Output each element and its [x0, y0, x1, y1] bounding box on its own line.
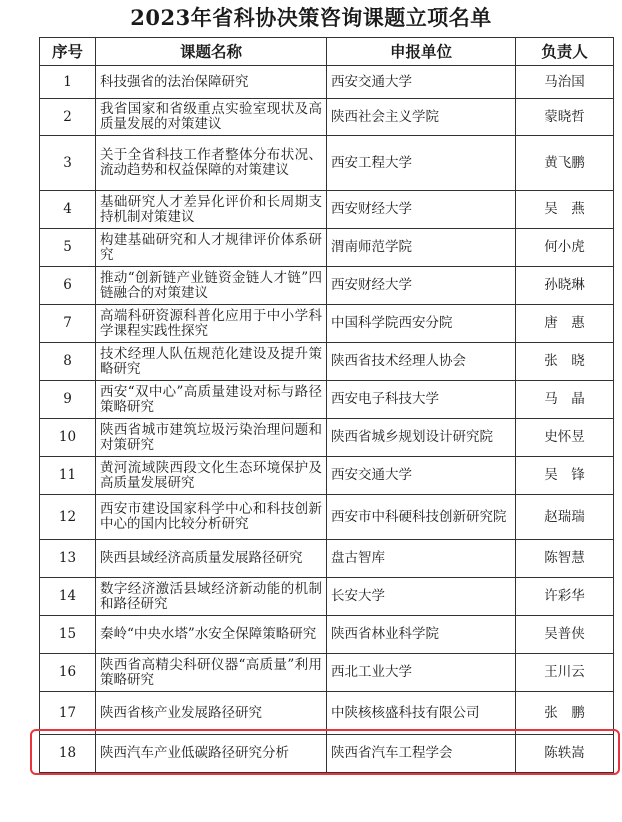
table-row	[40, 457, 614, 495]
row-lead: 马 晶	[516, 381, 614, 419]
row-topic: 西安市建设国家科学中心和科技创新中心的国内比较分析研究	[96, 495, 327, 540]
row-seq: 4	[40, 191, 96, 229]
row-lead: 马治国	[516, 66, 614, 99]
table-row	[40, 191, 614, 229]
table-row	[40, 495, 614, 540]
row-lead: 张 晓	[516, 343, 614, 381]
row-lead: 吴普侠	[516, 616, 614, 654]
row-topic: 科技强省的法治保障研究	[96, 66, 327, 99]
row-lead: 陈轶嵩	[516, 735, 614, 773]
row-unit: 陕西省汽车工程学会	[327, 735, 516, 773]
table-row	[40, 136, 614, 191]
row-unit: 陕西省林业科学院	[327, 616, 516, 654]
row-topic: 技术经理人队伍规范化建设及提升策略研究	[96, 343, 327, 381]
row-unit: 陕西省城乡规划设计研究院	[327, 419, 516, 457]
row-lead: 陈智慧	[516, 540, 614, 578]
row-lead: 蒙晓哲	[516, 99, 614, 136]
row-unit: 西北工业大学	[327, 654, 516, 692]
header-lead: 负责人	[516, 38, 614, 66]
table-row	[40, 419, 614, 457]
table-row	[40, 540, 614, 578]
row-lead: 赵瑞瑞	[516, 495, 614, 540]
row-topic: 陕西省核产业发展路径研究	[96, 692, 327, 735]
row-seq: 1	[40, 66, 96, 99]
table-row	[40, 616, 614, 654]
row-unit: 西安财经大学	[327, 267, 516, 305]
row-unit: 西安交通大学	[327, 457, 516, 495]
row-unit: 盘古智库	[327, 540, 516, 578]
row-lead: 黄飞鹏	[516, 136, 614, 191]
row-topic: 陕西省城市建筑垃圾污染治理问题和对策研究	[96, 419, 327, 457]
row-seq: 16	[40, 654, 96, 692]
row-topic: 西安“双中心”高质量建设对标与路径策略研究	[96, 381, 327, 419]
row-topic: 陕西省高精尖科研仪器“高质量”利用策略研究	[96, 654, 327, 692]
row-seq: 7	[40, 305, 96, 343]
row-seq: 17	[40, 692, 96, 735]
row-topic: 我省国家和省级重点实验室现状及高质量发展的对策建议	[96, 99, 327, 136]
row-unit: 长安大学	[327, 578, 516, 616]
row-lead: 何小虎	[516, 229, 614, 267]
row-topic: 陕西县域经济高质量发展路径研究	[96, 540, 327, 578]
row-seq: 14	[40, 578, 96, 616]
row-seq: 11	[40, 457, 96, 495]
table-row	[40, 654, 614, 692]
row-unit: 陕西省技术经理人协会	[327, 343, 516, 381]
table-row	[40, 229, 614, 267]
row-lead: 吴 燕	[516, 191, 614, 229]
page-title: 2023年省科协决策咨询课题立项名单	[130, 5, 492, 30]
row-topic: 构建基础研究和人才规律评价体系研究	[96, 229, 327, 267]
row-unit: 西安市中科硬科技创新研究院	[327, 495, 516, 540]
table-row	[40, 267, 614, 305]
row-unit: 西安电子科技大学	[327, 381, 516, 419]
row-seq: 13	[40, 540, 96, 578]
row-seq: 8	[40, 343, 96, 381]
table-row	[40, 578, 614, 616]
row-seq: 18	[40, 735, 96, 773]
table-row	[40, 381, 614, 419]
row-seq: 15	[40, 616, 96, 654]
row-topic: 高端科研资源科普化应用于中小学科学课程实践性探究	[96, 305, 327, 343]
row-seq: 3	[40, 136, 96, 191]
header-unit: 申报单位	[327, 38, 516, 66]
table-header-row	[40, 38, 614, 66]
row-topic: 数字经济激活县域经济新动能的机制和路径研究	[96, 578, 327, 616]
row-topic: 关于全省科技工作者整体分布状况、流动趋势和权益保障的对策建议	[96, 136, 327, 191]
row-topic: 基础研究人才差异化评价和长周期支持机制对策建议	[96, 191, 327, 229]
row-lead: 许彩华	[516, 578, 614, 616]
project-table	[39, 37, 614, 773]
row-seq: 5	[40, 229, 96, 267]
row-lead: 张 鹏	[516, 692, 614, 735]
row-unit: 渭南师范学院	[327, 229, 516, 267]
row-seq: 6	[40, 267, 96, 305]
row-unit: 西安工程大学	[327, 136, 516, 191]
row-topic: 秦岭“中央水塔”水安全保障策略研究	[96, 616, 327, 654]
row-topic: 推动“创新链产业链资金链人才链”四链融合的对策建议	[96, 267, 327, 305]
row-lead: 吴 锋	[516, 457, 614, 495]
header-topic: 课题名称	[96, 38, 327, 66]
table-row	[40, 343, 614, 381]
table-body	[40, 66, 614, 773]
row-seq: 2	[40, 99, 96, 136]
row-unit: 西安交通大学	[327, 66, 516, 99]
highlight-box-row-17	[30, 729, 620, 775]
row-lead: 王川云	[516, 654, 614, 692]
header-seq: 序号	[40, 38, 96, 66]
row-unit: 中陕核核盛科技有限公司	[327, 692, 516, 735]
row-lead: 孙晓琳	[516, 267, 614, 305]
row-seq: 10	[40, 419, 96, 457]
table-row	[40, 99, 614, 136]
table-row	[40, 305, 614, 343]
row-topic: 黄河流域陕西段文化生态环境保护及高质量发展研究	[96, 457, 327, 495]
row-lead: 史怀昱	[516, 419, 614, 457]
row-seq: 12	[40, 495, 96, 540]
row-unit: 陕西社会主义学院	[327, 99, 516, 136]
row-topic: 陕西汽车产业低碳路径研究分析	[96, 735, 327, 773]
row-seq: 9	[40, 381, 96, 419]
row-lead: 唐 惠	[516, 305, 614, 343]
row-unit: 西安财经大学	[327, 191, 516, 229]
table-row	[40, 66, 614, 99]
row-unit: 中国科学院西安分院	[327, 305, 516, 343]
